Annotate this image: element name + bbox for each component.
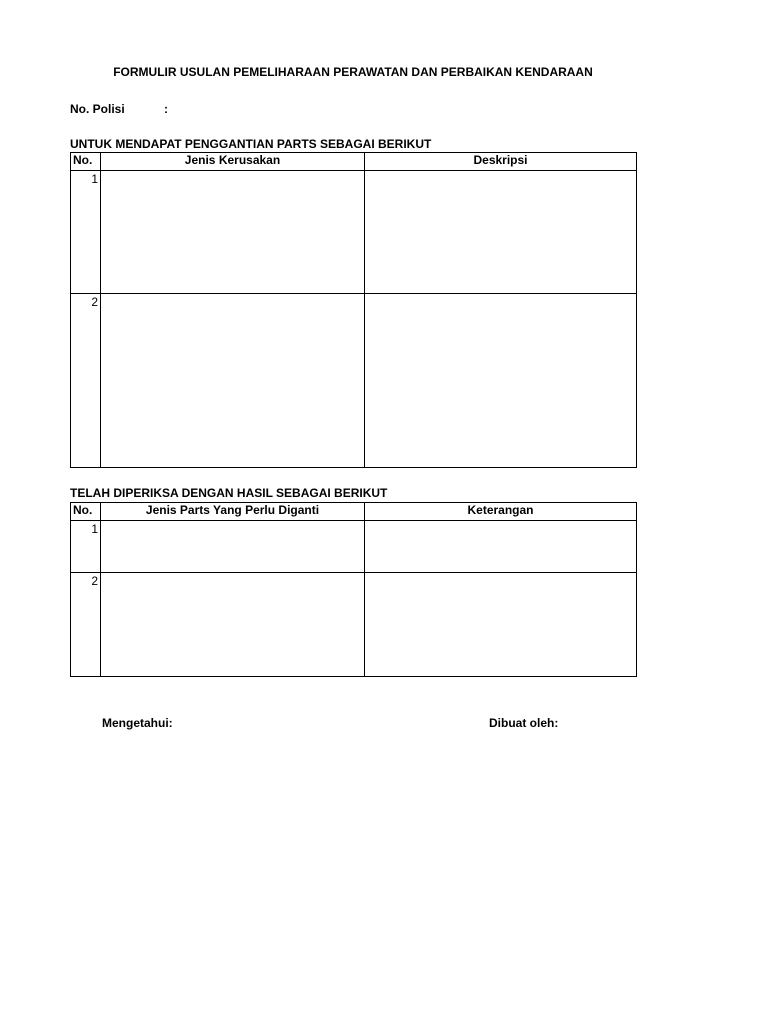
table-row (71, 521, 637, 573)
row-number: 2 (71, 573, 101, 677)
police-number-label: No. Polisi (70, 102, 125, 116)
damage-table (70, 152, 637, 468)
deskripsi-cell[interactable] (365, 294, 637, 468)
parts-table (70, 502, 637, 677)
form-title: FORMULIR USULAN PEMELIHARAAN PERAWATAN DAN PERBAIKAN KENDARAAN (113, 65, 593, 79)
police-number-field (70, 102, 168, 116)
table-row (71, 171, 637, 294)
jenis-kerusakan-cell[interactable] (101, 171, 365, 294)
row-number: 1 (71, 521, 101, 573)
keterangan-cell[interactable] (365, 521, 637, 573)
header-deskripsi: Deskripsi (365, 153, 637, 171)
deskripsi-cell[interactable] (365, 171, 637, 294)
section2-title: TELAH DIPERIKSA DENGAN HASIL SEBAGAI BERIKUT (70, 486, 388, 500)
police-number-colon: : (164, 102, 168, 116)
header-jenis-kerusakan: Jenis Kerusakan (101, 153, 365, 171)
header-no: No. (71, 503, 101, 521)
table-header-row (71, 503, 637, 521)
row-number: 2 (71, 294, 101, 468)
jenis-kerusakan-cell[interactable] (101, 294, 365, 468)
row-number: 1 (71, 171, 101, 294)
signature-mengetahui: Mengetahui: (102, 716, 173, 730)
table-row (71, 573, 637, 677)
header-no: No. (71, 153, 101, 171)
header-keterangan: Keterangan (365, 503, 637, 521)
signature-dibuat-oleh: Dibuat oleh: (489, 716, 559, 730)
header-jenis-parts: Jenis Parts Yang Perlu Diganti (101, 503, 365, 521)
table-header-row (71, 153, 637, 171)
section1-title: UNTUK MENDAPAT PENGGANTIAN PARTS SEBAGAI BERIKUT (70, 137, 432, 151)
table-row (71, 294, 637, 468)
keterangan-cell[interactable] (365, 573, 637, 677)
jenis-parts-cell[interactable] (101, 521, 365, 573)
jenis-parts-cell[interactable] (101, 573, 365, 677)
